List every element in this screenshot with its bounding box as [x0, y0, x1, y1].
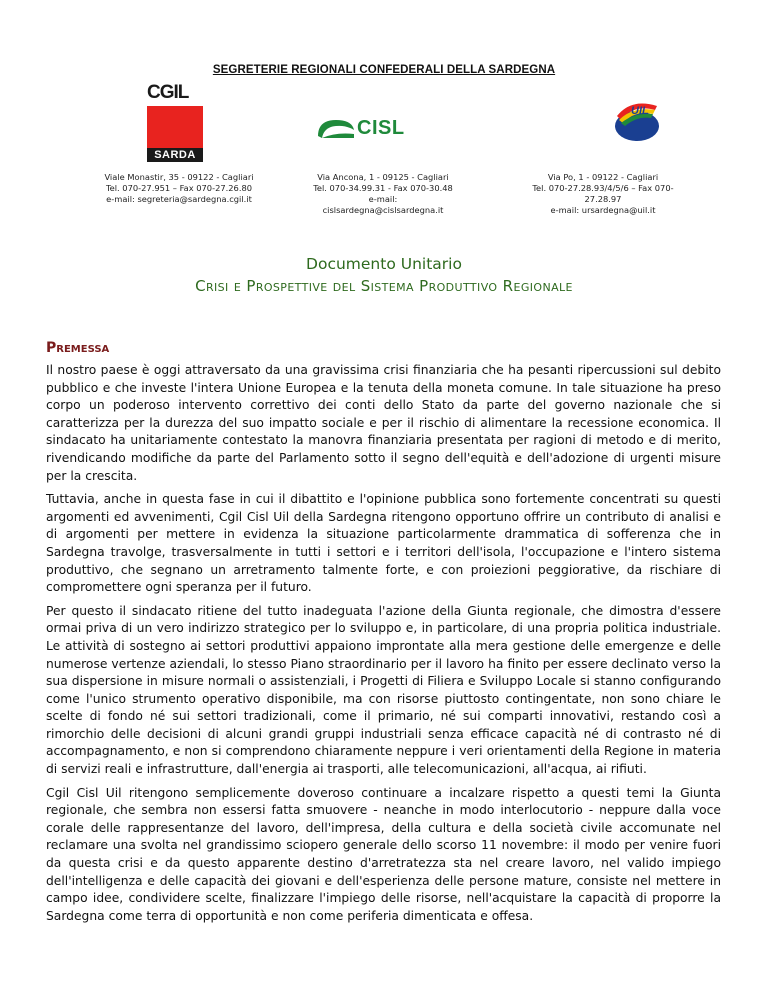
- cisl-address: [308, 172, 458, 216]
- document-title: Documento Unitario: [306, 255, 462, 273]
- cgil-logo-sub: SARDA: [147, 148, 203, 162]
- cisl-emblem-icon: [316, 114, 356, 144]
- cgil-address-line: Viale Monastir, 35 - 09122 - Cagliari: [104, 172, 254, 182]
- cisl-logo-text: CISL: [357, 117, 405, 139]
- cgil-logo: [147, 84, 203, 162]
- cgil-logo-text: CGIL: [147, 82, 189, 103]
- cgil-email-line: e-mail: segreteria@sardegna.cgil.it: [106, 194, 252, 204]
- section-heading: Premessa: [46, 340, 110, 356]
- header-title: SEGRETERIE REGIONALI CONFEDERALI DELLA SARDEGNA: [212, 64, 556, 76]
- uil-phone-line: Tel. 070-27.28.93/4/5/6 – Fax 070-27.28.97: [532, 183, 674, 204]
- cgil-address: [104, 172, 254, 205]
- document-subtitle: Crisi e Prospettive del Sistema Produttivo Regionale: [195, 277, 573, 295]
- cisl-email-line: e-mail: cislsardegna@cislsardegna.it: [322, 194, 444, 215]
- uil-email-line: e-mail: ursardegna@uil.it: [550, 205, 656, 215]
- uil-logo-text: UIL: [631, 105, 649, 117]
- uil-address: [518, 172, 688, 216]
- uil-logo: [611, 96, 663, 144]
- paragraph: Tuttavia, anche in questa fase in cui il dibattito e l'opinione pubblica sono fortemente concentrati su questi argomenti ed avvenimenti, Cgil Cisl Uil della Sardegna ritengono opportuno offrire un contributo di analisi e di argomenti per mettere in evidenza la situazione particolarmente drammatica di sofferenza che in Sardegna travolge, trasversalmente in tutti i settori e i territori dell'isola, l'occupazione e l'intero sistema produttivo, che segnano un arretramento talmente forte, e con proiezioni peggiorative, da rischiare di compromettere ogni speranza per il futuro.: [46, 492, 721, 595]
- paragraph: Il nostro paese è oggi attraversato da una gravissima crisi finanziaria che ha pesanti ripercussioni sul debito pubblico e che investe l'intera Unione Europea e la tenuta della moneta comune. In tale situazione ha preso corpo un poderoso intervento correttivo dei conti dello Stato da parte del governo nazionale che si caratterizza per la durezza del suo impatto sociale e per il rischio di alimentare la recessione economica. Il sindacato ha unitariamente contestato la manovra finanziaria presentata per ragioni di metodo e di merito, rivendicando modifiche da parte del Parlamento sotto il segno dell'equità e dell'adozione di urgenti misure per la crescita.: [46, 363, 721, 483]
- cgil-phone-line: Tel. 070-27.951 – Fax 070-27.26.80: [105, 183, 253, 193]
- uil-address-line: Via Po, 1 - 09122 - Cagliari: [547, 172, 659, 182]
- cisl-address-line: Via Ancona, 1 - 09125 - Cagliari: [317, 172, 449, 182]
- cgil-logo-red-block: [147, 106, 203, 148]
- uil-emblem-icon: [611, 96, 663, 144]
- paragraph: Cgil Cisl Uil ritengono semplicemente doveroso continuare a incalzare rispetto a questi temi la Giunta regionale, che sembra non essersi fatta smuovere - neanche in modo interlocutorio - neppure dalla voce corale delle rappresentanze del lavoro, dell'impresa, della cultura e della società civile accomunate nel reclamare una svolta nel grandissimo sciopero generale dello scorso 11 novembre: il modo per venire fuori da questa crisi e da questo apparente destino d'arretratezza sta nel creare lavoro, nel valido impiego dell'intelligenza e delle capacità dei giovani e dell'esperienza delle persone mature, consiste nel mettere in campo idee, condividere scelte, finalizzare l'impiego delle risorse, nell'acquistare la capacità di proporre la Sardegna come terra di opportunità e non come periferia dimenticata e offesa.: [46, 785, 721, 923]
- body-text: [46, 362, 721, 931]
- cisl-logo: [316, 114, 416, 144]
- cisl-phone-line: Tel. 070-34.99.31 - Fax 070-30.48: [313, 183, 453, 193]
- paragraph: Per questo il sindacato ritiene del tutto inadeguata l'azione della Giunta regionale, che dimostra d'essere ormai priva di un vero indirizzo strategico per lo sviluppo e, in particolare, di una propria politica industriale. Le attività di sostegno ai settori produttivi appaiono improntate alla mera gestione delle emergenze e delle numerose vertenze aziendali, lo stesso Piano straordinario per il lavoro ha finito per essere declinato verso la sua dispersione in misure normali o assistenziali, i Progetti di Filiera e Sviluppo Locale si stanno configurando come l'unico strumento operativo disponibile, ma con risorse piuttosto contingentate, non sono chiare le scelte di fondo né sui settori tradizionali, come il primario, né sui comparti innovativi, restando così a rimorchio delle decisioni di alcuni grandi gruppi industriali senza efficace capacità né di contrasto né di accompagnamento, e non si comprendono chiaramente neppure i veri orientamenti della Regione in materia di servizi reali e infrastrutture, dall'energia ai trasporti, alle telecomunicazioni, all'acqua, ai rifiuti.: [46, 603, 721, 777]
